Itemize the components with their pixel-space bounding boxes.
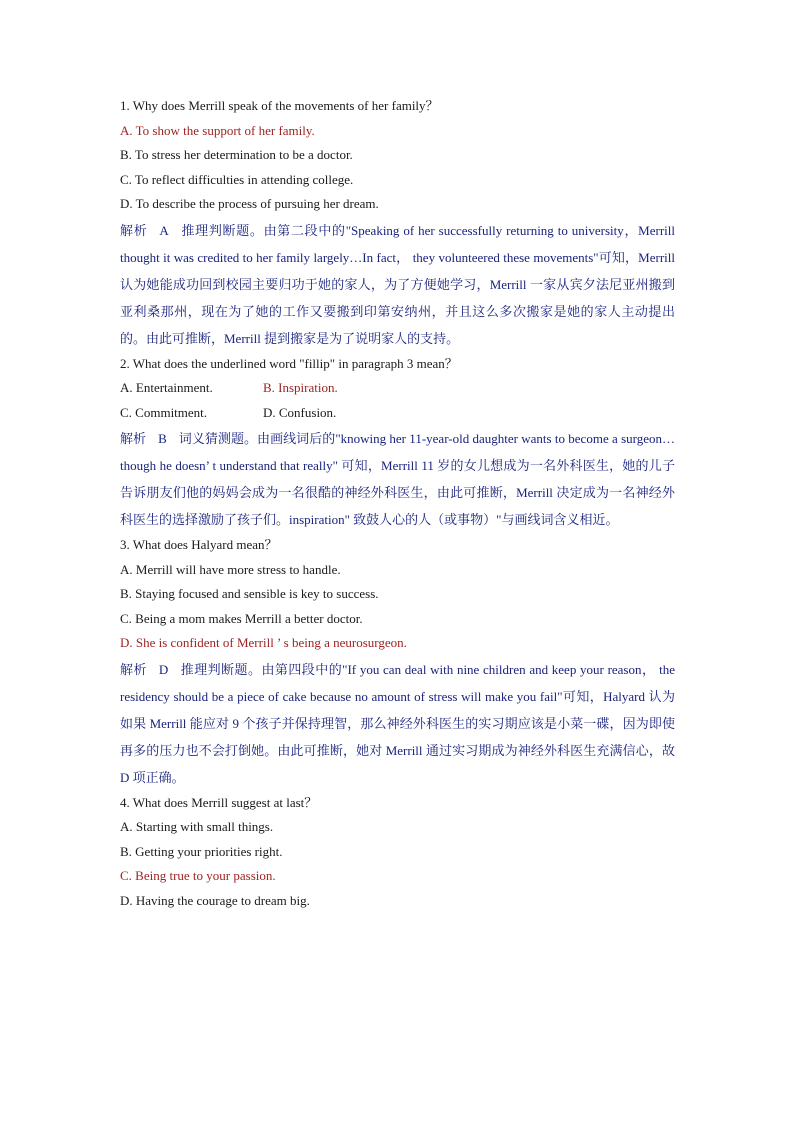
analysis-block bbox=[120, 217, 675, 352]
analysis-text: 推理判断题。由第四段中的"If you can deal with nine children and keep your reason， the residency should be a piece of cake because no amount of stress will make you fail"可知，Halyard 认为如果 Merrill 能应对 9 个孩子并保持理智，那么神经外科医生的实习期应该是小菜一碟，因为即使再多的压力也不会打倒她。由此可推断，她对 Merrill 通过实习期成为神经外科医生充满信心，故 D 项正确。 bbox=[120, 661, 675, 785]
question-stem: 4. What does Merrill suggest at last？ bbox=[120, 794, 318, 810]
analysis-answer-letter: B bbox=[158, 431, 167, 446]
option-d: D. To describe the process of pursuing her dream. bbox=[120, 196, 379, 211]
options-row bbox=[120, 401, 675, 426]
option-a: A. Merrill will have more stress to handle. bbox=[120, 561, 341, 577]
option-a: A. Starting with small things. bbox=[120, 819, 274, 834]
option-c: C. Being true to your passion. bbox=[120, 868, 276, 883]
analysis-answer-letter: D bbox=[158, 661, 169, 677]
option-a: A. Entertainment. bbox=[120, 380, 213, 395]
analysis-text: 词义猜测题。由画线词后的"knowing her 11-year-old daughter wants to become a surgeon…though he doesn’ t understand that really" 可知，Merrill 11 岁的女儿想成为一名外科医生，她的儿子告诉朋友们他的妈妈会成为一名很酷的神经外科医生，由此可推断，Merrill 决定成为一名神经外科医生的选择激励了孩子们。inspiration" 致鼓人心的人（或事物）"与画线词含义相近。 bbox=[120, 431, 675, 527]
question-4 bbox=[120, 791, 675, 914]
analysis-block bbox=[120, 425, 675, 533]
question-2 bbox=[120, 352, 675, 534]
question-1 bbox=[120, 94, 675, 352]
options-row bbox=[120, 376, 675, 401]
option-b: B. To stress her determination to be a doctor. bbox=[120, 147, 353, 162]
option-b: B. Getting your priorities right. bbox=[120, 843, 283, 859]
option-d: D. She is confident of Merrill ’ s being a neurosurgeon. bbox=[120, 635, 407, 650]
analysis-block bbox=[120, 656, 675, 791]
option-d: D. Having the courage to dream big. bbox=[120, 892, 310, 908]
option-a: A. To show the support of her family. bbox=[120, 122, 315, 138]
option-d: D. Confusion. bbox=[263, 404, 337, 420]
analysis-label: 解析 bbox=[120, 222, 148, 238]
analysis-label: 解析 bbox=[120, 431, 147, 446]
question-list bbox=[120, 94, 675, 913]
option-b: B. Inspiration. bbox=[263, 380, 338, 395]
question-stem: 3. What does Halyard mean？ bbox=[120, 537, 278, 552]
analysis-text: 推理判断题。由第二段中的"Speaking of her successfully returning to university，Merrill thought it was credited to her family largely…In fact， they volunteered these movements"可知，Merrill 认为她能成功回到校园主要归功于她的家人，为了方便她学习，Merrill 一家从宾夕法尼亚州搬到亚利桑那州，现在为了她的工作又要搬到印第安纳州，并且这么多次搬家是她的家人主动提出的。由此可推断，Merrill 提到搬家是为了说明家人的支持。 bbox=[120, 222, 675, 346]
question-stem: 1. Why does Merrill speak of the movements of her family？ bbox=[120, 98, 439, 113]
option-b: B. Staying focused and sensible is key to success. bbox=[120, 586, 379, 601]
option-c: C. Commitment. bbox=[120, 404, 208, 420]
analysis-label: 解析 bbox=[120, 661, 147, 677]
question-stem: 2. What does the underlined word "fillip" in paragraph 3 mean？ bbox=[120, 355, 458, 371]
analysis-answer-letter: A bbox=[159, 222, 169, 238]
question-3 bbox=[120, 533, 675, 791]
option-c: C. To reflect difficulties in attending college. bbox=[120, 171, 354, 187]
option-c: C. Being a mom makes Merrill a better doctor. bbox=[120, 610, 363, 626]
